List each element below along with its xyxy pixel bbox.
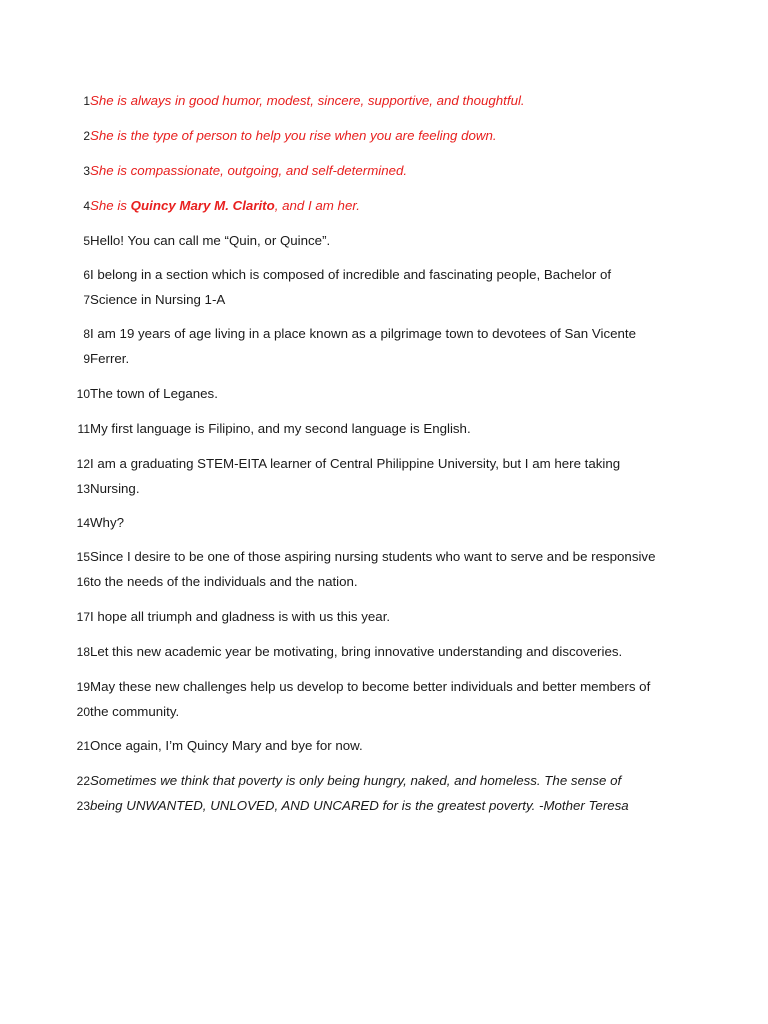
line-13 bbox=[0, 479, 140, 499]
line-text: the community. bbox=[90, 704, 180, 719]
line-number: 18 bbox=[76, 645, 90, 659]
line-text: Why? bbox=[90, 515, 124, 530]
line-text: Sometimes we think that poverty is only being hungry, naked, and homeless. The sense of bbox=[90, 773, 622, 788]
line-10 bbox=[0, 384, 218, 404]
line-8 bbox=[0, 324, 636, 344]
line-21 bbox=[0, 736, 363, 756]
line-20 bbox=[0, 702, 179, 722]
line-number: 7 bbox=[83, 293, 90, 307]
line-1 bbox=[0, 91, 525, 111]
line-7 bbox=[0, 290, 225, 310]
line-text: Nursing. bbox=[90, 481, 140, 496]
line-9 bbox=[0, 349, 129, 369]
line-number: 16 bbox=[76, 575, 90, 589]
line-number: 22 bbox=[76, 774, 90, 788]
line-number: 1 bbox=[83, 94, 90, 108]
line-text-prefix: She is bbox=[90, 198, 131, 213]
line-number: 14 bbox=[76, 516, 90, 530]
line-17 bbox=[0, 607, 390, 627]
line-number: 21 bbox=[76, 739, 90, 753]
line-text: I belong in a section which is composed of incredible and fascinating people, Bachelor of bbox=[90, 267, 612, 282]
line-text: She is compassionate, outgoing, and self-determined. bbox=[90, 163, 408, 178]
line-text: I hope all triumph and gladness is with us this year. bbox=[90, 609, 391, 624]
line-text: The town of Leganes. bbox=[90, 386, 218, 401]
line-5 bbox=[0, 231, 330, 251]
line-text: Let this new academic year be motivating, bring innovative understanding and discoveries. bbox=[90, 644, 623, 659]
line-4 bbox=[0, 196, 360, 216]
line-number: 10 bbox=[76, 387, 90, 401]
line-18 bbox=[0, 642, 622, 662]
line-number: 15 bbox=[76, 550, 90, 564]
line-number: 2 bbox=[83, 129, 90, 143]
line-number: 13 bbox=[76, 482, 90, 496]
line-2 bbox=[0, 126, 497, 146]
line-number: 6 bbox=[83, 268, 90, 282]
line-number: 11 bbox=[77, 422, 90, 436]
line-text: Once again, I’m Quincy Mary and bye for now. bbox=[90, 738, 363, 753]
line-14 bbox=[0, 513, 124, 533]
line-22 bbox=[0, 771, 621, 791]
line-11 bbox=[0, 419, 471, 439]
line-23 bbox=[0, 796, 629, 816]
line-number: 17 bbox=[76, 610, 90, 624]
author-name: Quincy Mary M. Clarito bbox=[130, 198, 275, 213]
line-3 bbox=[0, 161, 407, 181]
line-number: 4 bbox=[83, 199, 90, 213]
line-text: to the needs of the individuals and the nation. bbox=[90, 574, 358, 589]
line-number: 12 bbox=[76, 457, 90, 471]
line-12 bbox=[0, 454, 620, 474]
line-text: being UNWANTED, UNLOVED, AND UNCARED for is the greatest poverty. -Mother Teresa bbox=[90, 798, 629, 813]
line-text: I am 19 years of age living in a place known as a pilgrimage town to devotees of San Vicente bbox=[90, 326, 636, 341]
line-text: My first language is Filipino, and my second language is English. bbox=[90, 421, 471, 436]
line-text: Since I desire to be one of those aspiring nursing students who want to serve and be responsive bbox=[90, 549, 656, 564]
line-6 bbox=[0, 265, 611, 285]
line-text: Science in Nursing 1-A bbox=[90, 292, 226, 307]
line-number: 9 bbox=[83, 352, 90, 366]
line-text: May these new challenges help us develop to become better individuals and better members of bbox=[90, 679, 651, 694]
line-number: 8 bbox=[83, 327, 90, 341]
line-text: Ferrer. bbox=[90, 351, 130, 366]
line-text: Hello! You can call me “Quin, or Quince”. bbox=[90, 233, 331, 248]
line-19 bbox=[0, 677, 650, 697]
line-text-suffix: , and I am her. bbox=[274, 198, 360, 213]
line-16 bbox=[0, 572, 358, 592]
line-number: 19 bbox=[76, 680, 90, 694]
line-text: She is always in good humor, modest, sincere, supportive, and thoughtful. bbox=[90, 93, 525, 108]
line-number: 3 bbox=[83, 164, 90, 178]
line-number: 20 bbox=[76, 705, 90, 719]
line-number: 5 bbox=[83, 234, 90, 248]
line-number: 23 bbox=[76, 799, 90, 813]
line-text: She is the type of person to help you rise when you are feeling down. bbox=[90, 128, 497, 143]
line-15 bbox=[0, 547, 655, 567]
line-text: I am a graduating STEM-EITA learner of Central Philippine University, but I am here taking bbox=[90, 456, 621, 471]
